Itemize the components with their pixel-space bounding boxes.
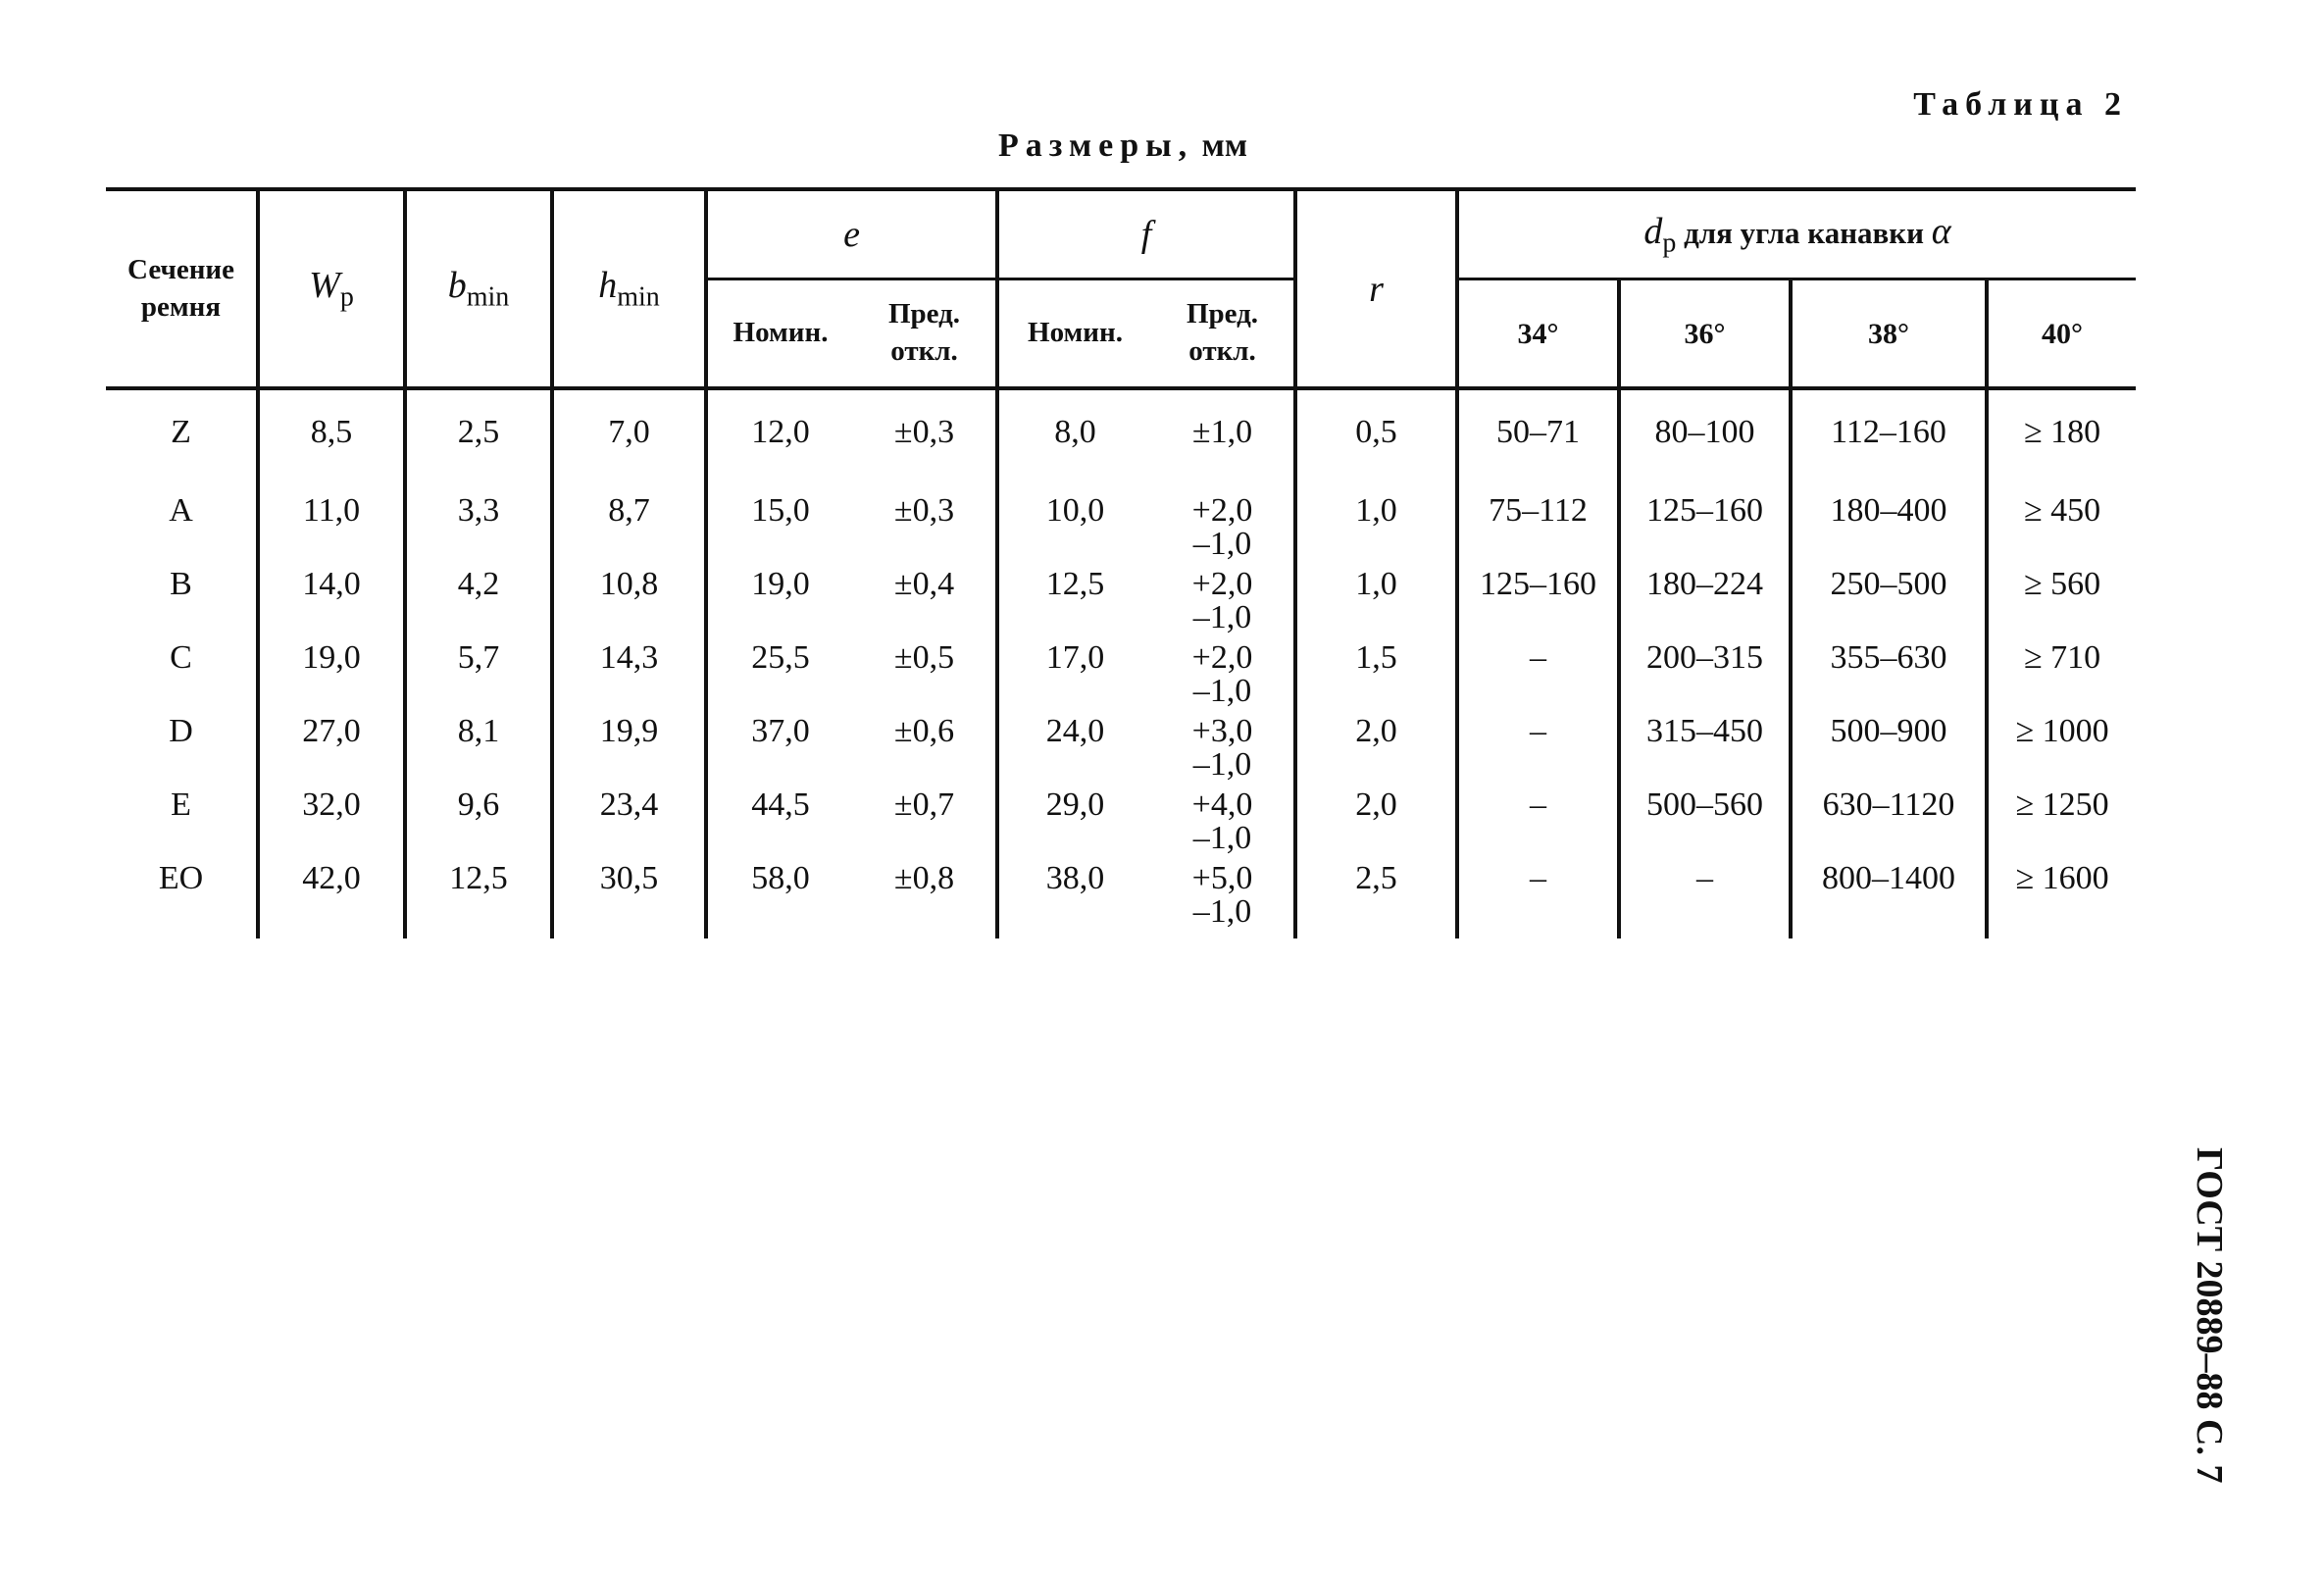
cell-f-tolerance (1151, 862, 1295, 938)
standard-page-id: ГОСТ 20889–88 С. 7 (2189, 1147, 2230, 1484)
header-e-tolerance (853, 279, 997, 389)
cell-dp-38: 180–400 (1791, 494, 1987, 568)
cell-r: 0,5 (1295, 388, 1457, 494)
cell-e-nominal: 19,0 (706, 568, 853, 641)
cell-bmin: 8,1 (405, 715, 552, 788)
header-row-top (106, 189, 2136, 279)
cell-dp-36: 315–450 (1619, 715, 1791, 788)
cell-hmin: 19,9 (552, 715, 706, 788)
cell-bmin: 9,6 (405, 788, 552, 862)
header-bmin-sub: min (466, 281, 510, 313)
header-angle-40-label: 40° (2042, 318, 2084, 350)
header-hmin-base: h (598, 265, 618, 307)
cell-dp-40: ≥ 710 (1987, 641, 2136, 715)
header-angle-40 (1987, 279, 2136, 389)
header-e-nominal-label: Номин. (733, 317, 829, 349)
header-e-tolerance-line-1: Пред. (887, 298, 961, 330)
table-row (106, 788, 2136, 862)
cell-f-tolerance (1151, 568, 1295, 641)
cell-dp-38: 355–630 (1791, 641, 1987, 715)
cell-section: E (171, 786, 191, 823)
header-f-tolerance-line-2: откл. (1188, 335, 1256, 367)
cell-dp-40: ≥ 560 (1987, 568, 2136, 641)
cell-e-tolerance: ±0,6 (893, 713, 955, 749)
cell-f-tolerance (1151, 388, 1295, 494)
cell-hmin: 14,3 (552, 641, 706, 715)
cell-dp-40: ≥ 450 (1987, 494, 2136, 568)
cell-dp-34: – (1457, 788, 1619, 862)
cell-hmin: 10,8 (552, 568, 706, 641)
header-f-tolerance-line-1: Пред. (1186, 298, 1259, 330)
cell-e-nominal: 44,5 (706, 788, 853, 862)
header-dp-alpha: α (1931, 210, 1951, 252)
cell-wp: 11,0 (258, 494, 405, 568)
table-row (106, 494, 2136, 568)
cell-bmin: 12,5 (405, 862, 552, 938)
header-e-symbol: e (843, 214, 860, 255)
cell-f-tolerance-upper: +5,0 (1191, 860, 1253, 896)
table-caption (0, 127, 2246, 165)
cell-f-tolerance-upper: +2,0 (1191, 566, 1253, 602)
cell-f-tolerance-lower: –1,0 (1192, 526, 1252, 562)
cell-e-tolerance: ±0,7 (893, 786, 955, 823)
cell-f-nominal: 17,0 (997, 641, 1151, 715)
cell-f-nominal: 24,0 (997, 715, 1151, 788)
cell-f-tolerance-upper: +2,0 (1191, 492, 1253, 529)
cell-f-tolerance (1151, 494, 1295, 568)
cell-hmin: 23,4 (552, 788, 706, 862)
cell-dp-34: – (1457, 715, 1619, 788)
cell-dp-34: 75–112 (1457, 494, 1619, 568)
cell-e-tolerance: ±0,3 (893, 492, 955, 529)
cell-f-tolerance-lower: –1,0 (1192, 599, 1252, 635)
cell-wp: 27,0 (258, 715, 405, 788)
cell-r: 2,0 (1295, 788, 1457, 862)
cell-f-nominal: 38,0 (997, 862, 1151, 938)
table-body (106, 388, 2136, 938)
cell-f-nominal: 29,0 (997, 788, 1151, 862)
header-angle-38 (1791, 279, 1987, 389)
table-row (106, 568, 2136, 641)
cell-dp-36: 80–100 (1619, 388, 1791, 494)
table-number: Таблица 2 (1913, 86, 2128, 123)
cell-e-tolerance: ±0,8 (893, 860, 955, 896)
cell-wp: 42,0 (258, 862, 405, 938)
cell-f-tolerance-lower: –1,0 (1192, 746, 1252, 783)
cell-dp-38: 112–160 (1791, 388, 1987, 494)
cell-f-tolerance (1151, 641, 1295, 715)
cell-e-nominal: 58,0 (706, 862, 853, 938)
cell-dp-36: 200–315 (1619, 641, 1791, 715)
cell-wp: 19,0 (258, 641, 405, 715)
cell-bmin: 2,5 (405, 388, 552, 494)
header-bmin (405, 189, 552, 388)
cell-section: A (169, 492, 193, 529)
header-r (1295, 189, 1457, 388)
cell-dp-36: 180–224 (1619, 568, 1791, 641)
header-e-nominal (706, 279, 853, 389)
cell-dp-34: 125–160 (1457, 568, 1619, 641)
cell-dp-34: – (1457, 641, 1619, 715)
cell-dp-34: – (1457, 862, 1619, 938)
cell-f-tolerance-upper: +4,0 (1191, 786, 1253, 823)
cell-f-nominal: 8,0 (997, 388, 1151, 494)
header-section-line-2: ремня (140, 290, 222, 323)
cell-e-nominal: 25,5 (706, 641, 853, 715)
table-row (106, 862, 2136, 938)
cell-wp: 14,0 (258, 568, 405, 641)
cell-r: 1,0 (1295, 568, 1457, 641)
header-angle-36-label: 36° (1684, 318, 1726, 350)
cell-section: Z (171, 414, 191, 450)
cell-dp-40: ≥ 1600 (1987, 862, 2136, 938)
header-f (997, 189, 1295, 279)
header-f-nominal (997, 279, 1151, 389)
cell-wp: 32,0 (258, 788, 405, 862)
cell-dp-38: 800–1400 (1791, 862, 1987, 938)
cell-f-tolerance-upper: +2,0 (1191, 639, 1253, 676)
header-dp-symbol: d (1643, 210, 1663, 252)
cell-dp-38: 630–1120 (1791, 788, 1987, 862)
cell-bmin: 4,2 (405, 568, 552, 641)
header-r-symbol: r (1369, 268, 1384, 310)
cell-e-tolerance: ±0,3 (893, 414, 955, 450)
header-e (706, 189, 997, 279)
cell-f-nominal: 10,0 (997, 494, 1151, 568)
cell-hmin: 7,0 (552, 388, 706, 494)
cell-e-nominal: 12,0 (706, 388, 853, 494)
header-f-symbol: f (1140, 214, 1152, 255)
header-angle-34 (1457, 279, 1619, 389)
cell-wp: 8,5 (258, 388, 405, 494)
cell-bmin: 3,3 (405, 494, 552, 568)
cell-e-nominal: 15,0 (706, 494, 853, 568)
header-angle-38-label: 38° (1868, 318, 1909, 350)
cell-dp-36: 125–160 (1619, 494, 1791, 568)
header-bmin-base: b (447, 265, 467, 307)
cell-r: 2,0 (1295, 715, 1457, 788)
header-section (106, 189, 258, 388)
cell-f-tolerance-lower: –1,0 (1192, 820, 1252, 856)
cell-f-tolerance-upper: ±1,0 (1191, 414, 1253, 450)
table-row (106, 388, 2136, 494)
caption-label: Размеры, (998, 127, 1194, 164)
cell-section: C (170, 639, 192, 676)
header-wp (258, 189, 405, 388)
header-section-line-1: Сечение (127, 253, 234, 285)
cell-section: B (170, 566, 192, 602)
caption-unit: мм (1201, 127, 1247, 164)
cell-section: EO (158, 860, 204, 896)
cell-e-nominal: 37,0 (706, 715, 853, 788)
header-angle-34-label: 34° (1517, 318, 1559, 350)
header-hmin (552, 189, 706, 388)
cell-f-tolerance-upper: +3,0 (1191, 713, 1253, 749)
cell-e-tolerance: ±0,5 (893, 639, 955, 676)
header-hmin-sub: min (617, 281, 660, 313)
table-row (106, 715, 2136, 788)
cell-f-tolerance-lower: –1,0 (1192, 893, 1252, 930)
header-wp-sub: p (339, 281, 354, 313)
cell-dp-40: ≥ 1250 (1987, 788, 2136, 862)
cell-dp-38: 250–500 (1791, 568, 1987, 641)
header-e-tolerance-line-2: откл. (890, 335, 958, 367)
dimensions-table (106, 187, 2136, 938)
cell-dp-38: 500–900 (1791, 715, 1987, 788)
cell-bmin: 5,7 (405, 641, 552, 715)
cell-hmin: 30,5 (552, 862, 706, 938)
cell-dp-40: ≥ 180 (1987, 388, 2136, 494)
cell-dp-40: ≥ 1000 (1987, 715, 2136, 788)
cell-e-tolerance: ±0,4 (893, 566, 955, 602)
header-f-tolerance (1151, 279, 1295, 389)
cell-f-tolerance (1151, 715, 1295, 788)
cell-dp-36: 500–560 (1619, 788, 1791, 862)
header-wp-base: W (309, 265, 340, 307)
cell-r: 1,5 (1295, 641, 1457, 715)
cell-f-nominal: 12,5 (997, 568, 1151, 641)
header-dp-text: для угла канавки (1684, 215, 1925, 250)
header-dp-group (1457, 189, 2136, 279)
cell-r: 2,5 (1295, 862, 1457, 938)
cell-hmin: 8,7 (552, 494, 706, 568)
cell-f-tolerance (1151, 788, 1295, 862)
cell-section: D (169, 713, 193, 749)
cell-dp-36: – (1619, 862, 1791, 938)
cell-r: 1,0 (1295, 494, 1457, 568)
cell-dp-34: 50–71 (1457, 388, 1619, 494)
header-dp-sub: p (1662, 228, 1677, 259)
table-row (106, 641, 2136, 715)
header-f-nominal-label: Номин. (1028, 317, 1123, 349)
cell-f-tolerance-lower: –1,0 (1192, 673, 1252, 709)
header-angle-36 (1619, 279, 1791, 389)
